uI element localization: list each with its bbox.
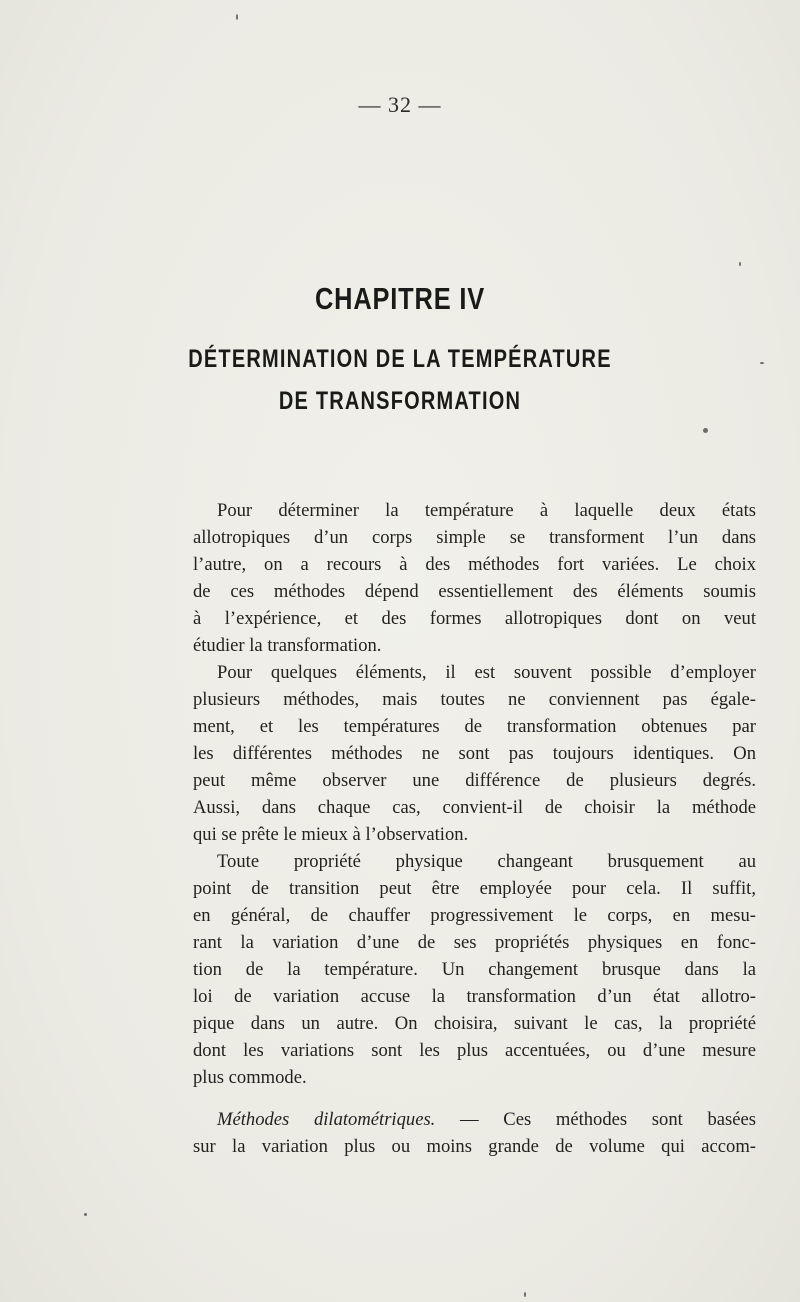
text-line: Pour déterminer la température à laquelle deux états [217,500,756,521]
text-line: de ces méthodes dépend essentiellement des éléments soumis [193,581,756,602]
page-number: — 32 — [358,92,442,117]
text-line: pique dans un autre. On choisira, suivant le cas, la propriété [193,1013,756,1034]
scan-speck [739,262,741,266]
scan-speck [236,14,238,20]
chapter-title: CHAPITRE IV [314,281,486,316]
text-line: loi de variation accuse la transformation d’un état allotro- [193,986,756,1007]
text-line: étudier la transformation. [193,635,382,656]
scan-speck [84,1213,87,1216]
text-line: à l’expérience, et des formes allotropiques dont on veut [193,608,756,629]
text-line: Aussi, dans chaque cas, convient-il de choisir la méthode [193,797,756,818]
text-line: point de transition peut être employée pour cela. Il suffit, [193,878,756,899]
section-heading-rest: — Ces méthodes sont basées [460,1109,756,1130]
section-first-line [217,1106,756,1133]
text-line: sur la variation plus ou moins grande de volume qui accom- [193,1136,756,1157]
scan-speck [524,1292,526,1297]
text-line: Pour quelques éléments, il est souvent possible d’employer [217,662,756,683]
scan-speck [760,362,764,364]
text-line: plus commode. [193,1067,307,1088]
section-heading: Méthodes dilatométriques. [217,1109,436,1130]
text-line: peut même observer une différence de plusieurs degrés. [193,770,756,791]
text-line: en général, de chauffer progressivement le corps, en mesu- [193,905,756,926]
text-line: qui se prête le mieux à l’observation. [193,824,469,845]
text-line: allotropiques d’un corps simple se transforment l’un dans [193,527,756,548]
text-line: rant la variation d’une de ses propriétés physiques en fonc- [193,932,756,953]
text-line: l’autre, on a recours à des méthodes fort variées. Le choix [193,554,756,575]
chapter-subtitle-line-2: DE TRANSFORMATION [278,387,522,415]
text-line: ment, et les températures de transformation obtenues par [193,716,756,737]
text-line: plusieurs méthodes, mais toutes ne conviennent pas égale- [193,689,756,710]
chapter-subtitle-line-1: DÉTERMINATION DE LA TEMPÉRATURE [188,345,612,373]
text-line: tion de la température. Un changement brusque dans la [193,959,756,980]
text-line: les différentes méthodes ne sont pas toujours identiques. On [193,743,756,764]
scan-speck [703,428,708,433]
text-line: Toute propriété physique changeant brusquement au [217,851,756,872]
text-line: dont les variations sont les plus accentuées, ou d’une mesure [193,1040,756,1061]
